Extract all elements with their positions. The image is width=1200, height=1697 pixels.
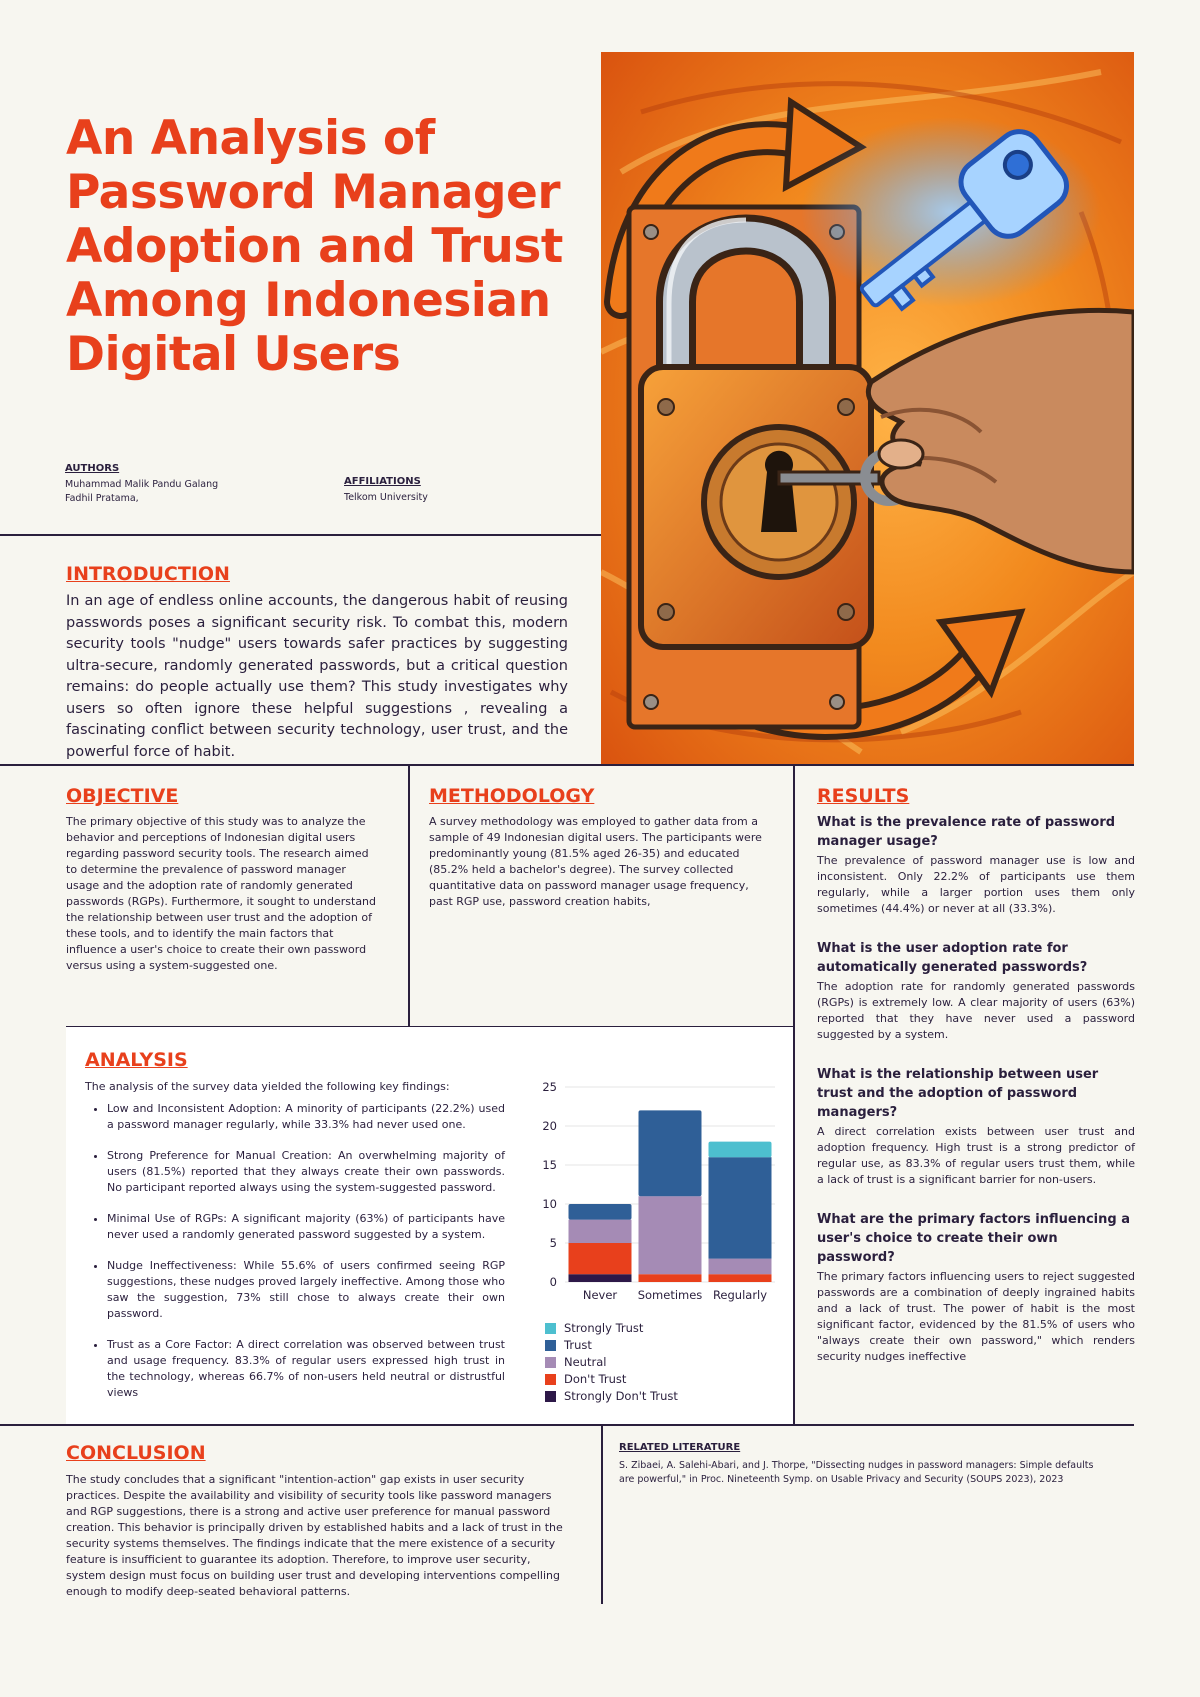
legend-label: Strongly Don't Trust xyxy=(564,1389,678,1403)
bar-segment xyxy=(709,1274,772,1282)
methodology-heading: METHODOLOGY xyxy=(429,785,595,807)
analysis-lead: The analysis of the survey data yielded the following key findings: xyxy=(85,1080,450,1093)
divider xyxy=(0,534,601,536)
finding-item: • Low and Inconsistent Adoption: A minority of participants (22.2%) used a password manager regularly, while 33.3% had never used one. xyxy=(107,1101,505,1133)
analysis-heading: ANALYSIS xyxy=(85,1049,188,1071)
bar-segment xyxy=(709,1259,772,1275)
introduction-text: In an age of endless online accounts, the dangerous habit of reusing passwords poses a significant security risk. To combat this, modern security tools "nudge" users towards safer practices by suggesting ultra-secure, randomly generated passwords, but a critical question remains: do people actually use them? This study investigates why users so often ignore these helpful suggestions , revealing a fascinating conflict between security technology, user trust, and the powerful force of habit. xyxy=(66,593,568,760)
legend-swatch xyxy=(545,1340,556,1351)
bar-segment xyxy=(709,1142,772,1158)
divider xyxy=(0,764,1134,766)
result-item xyxy=(817,939,1135,1043)
finding-item: • Strong Preference for Manual Creation: An overwhelming majority of users (81.5%) reported that they always create their own passwords. No participant reported always using the system-suggested password. xyxy=(107,1148,505,1196)
y-tick-label: 10 xyxy=(542,1197,557,1211)
poster-title: An Analysis of Password Manager Adoption and Trust Among Indonesian Digital Users xyxy=(66,111,563,382)
lock-and-key-illustration xyxy=(601,52,1134,764)
divider xyxy=(408,764,410,1026)
methodology-section xyxy=(429,785,765,910)
result-item xyxy=(817,1210,1135,1365)
x-tick-label: Sometimes xyxy=(637,1288,703,1302)
author-name: Muhammad Malik Pandu Galang xyxy=(65,479,219,490)
divider xyxy=(0,1424,1134,1426)
legend-item xyxy=(545,1338,780,1352)
result-question: What are the primary factors influencing a user's choice to create their own password? xyxy=(817,1212,1130,1265)
bar-segment xyxy=(639,1110,702,1196)
legend-label: Don't Trust xyxy=(564,1372,627,1386)
results-section xyxy=(817,785,1135,1365)
bar-segment xyxy=(639,1196,702,1274)
trust-usage-chart xyxy=(530,1075,780,1415)
divider xyxy=(601,1424,603,1604)
related-reference: S. Zibaei, A. Salehi-Abari, and J. Thorpe, "Dissecting nudges in password managers: Simple defaults are powerful," in Proc. Nineteenth Symp. on Usable Privacy and Security (SOUPS 2023), 2023 xyxy=(619,1460,1094,1485)
result-question: What is the prevalence rate of password manager usage? xyxy=(817,815,1116,849)
results-heading: RESULTS xyxy=(817,785,910,807)
authors-label: AUTHORS xyxy=(65,463,120,474)
related-literature xyxy=(619,1442,1099,1487)
legend-label: Strongly Trust xyxy=(564,1321,644,1335)
result-item xyxy=(817,1065,1135,1188)
legend-swatch xyxy=(545,1323,556,1334)
finding-item: • Minimal Use of RGPs: A significant majority (63%) of participants have never used a randomly generated password suggested by a system. xyxy=(107,1211,505,1243)
legend-label: Trust xyxy=(564,1338,592,1352)
y-tick-label: 25 xyxy=(542,1080,557,1094)
result-answer: The prevalence of password manager use is low and inconsistent. Only 22.2% of participants use them regularly, while a larger portion uses them only sometimes (44.4%) or never at all (33.3%). xyxy=(817,854,1135,915)
bar-segment xyxy=(639,1274,702,1282)
hero-illustration xyxy=(601,52,1134,764)
y-tick-label: 15 xyxy=(542,1158,557,1172)
bar-segment xyxy=(569,1220,632,1243)
legend-item xyxy=(545,1355,780,1369)
objective-text: The primary objective of this study was to analyze the behavior and perceptions of Indonesian digital users regarding password security tools. The research aimed to determine the prevalence of password manager usage and the adoption rate of randomly generated passwords (RGPs). Furthermore, it sought to understand the relationship between user trust and the adoption of these tools, and to identify the main factors that influence a user's choice to create their own password versus using a system-suggested one. xyxy=(66,815,377,972)
finding-item: • Nudge Ineffectiveness: While 55.6% of users confirmed seeing RGP suggestions, these nudges proved largely ineffective. Among those who saw the suggestion, 73% still chose to always create their own password. xyxy=(107,1258,505,1322)
y-tick-label: 0 xyxy=(549,1275,557,1289)
bar-segment xyxy=(709,1157,772,1258)
y-tick-label: 20 xyxy=(542,1119,557,1133)
finding-item: • Trust as a Core Factor: A direct correlation was observed between trust and usage frequency. 83.3% of regular users expressed high trust in the technology, whereas 66.7% of non-users held neutral or distrustful views xyxy=(107,1337,505,1401)
legend-swatch xyxy=(545,1357,556,1368)
legend-item xyxy=(545,1389,780,1403)
objective-section xyxy=(66,785,382,974)
legend-item xyxy=(545,1321,780,1335)
chart-legend xyxy=(530,1321,780,1403)
legend-swatch xyxy=(545,1374,556,1385)
result-question: What is the user adoption rate for automatically generated passwords? xyxy=(817,941,1088,975)
conclusion-heading: CONCLUSION xyxy=(66,1442,206,1464)
result-answer: A direct correlation exists between user trust and adoption frequency. High trust is a strong predictor of regular use, as 83.3% of regular users trust them, while a lack of trust is a significant barrier for non-users. xyxy=(817,1125,1135,1186)
introduction-section xyxy=(66,563,568,763)
introduction-heading: INTRODUCTION xyxy=(66,563,230,585)
related-label: RELATED LITERATURE xyxy=(619,1442,741,1453)
conclusion-text: The study concludes that a significant "intention-action" gap exists in user security practices. Despite the availability and visibility of security tools like password managers and RGP suggestions, there is a strong and active user preference for manual password creation. This behavior is principally driven by established habits and a lack of trust in the security systems themselves. The findings indicate that the mere existence of a security feature is insufficient to guarantee its adoption. Therefore, to improve user security, system design must focus on building user trust and developing interventions compelling enough to modify deep-seated behavioral patterns. xyxy=(66,1473,563,1598)
result-answer: The primary factors influencing users to reject suggested passwords are a combination of deeply ingrained habits and a lack of trust. The power of habit is the most significant factor, evidenced by the 81.5% of users who "always create their own password," which renders security nudges ineffective xyxy=(817,1270,1135,1363)
analysis-section xyxy=(85,1049,505,1416)
affiliations-block xyxy=(344,476,544,505)
findings-list xyxy=(85,1101,505,1401)
stacked-bar-chart xyxy=(530,1075,780,1315)
result-item xyxy=(817,813,1135,917)
result-question: What is the relationship between user trust and the adoption of password managers? xyxy=(817,1067,1099,1120)
legend-swatch xyxy=(545,1391,556,1402)
bar-segment xyxy=(569,1204,632,1220)
author-name: Fadhil Pratama, xyxy=(65,493,139,504)
y-tick-label: 5 xyxy=(549,1236,557,1250)
objective-heading: OBJECTIVE xyxy=(66,785,179,807)
legend-item xyxy=(545,1372,780,1386)
result-answer: The adoption rate for randomly generated passwords (RGPs) is extremely low. A clear majority of users (63%) reported that they have never used a password suggested by a system. xyxy=(817,980,1135,1041)
x-tick-label: Regularly xyxy=(712,1288,768,1302)
affiliations-label: AFFILIATIONS xyxy=(344,476,421,487)
authors-block xyxy=(65,463,325,506)
conclusion-section xyxy=(66,1442,570,1600)
legend-label: Neutral xyxy=(564,1355,607,1369)
x-tick-label: Never xyxy=(582,1288,618,1302)
methodology-text: A survey methodology was employed to gather data from a sample of 49 Indonesian digital users. The participants were predominantly young (81.5% aged 26-35) and educated (85.2% held a bachelor's degree). The survey collected quantitative data on password manager usage frequency, past RGP use, password creation habits, xyxy=(429,815,762,908)
bar-segment xyxy=(569,1274,632,1282)
affiliation-name: Telkom University xyxy=(344,492,428,503)
divider xyxy=(793,764,795,1424)
bar-segment xyxy=(569,1243,632,1274)
